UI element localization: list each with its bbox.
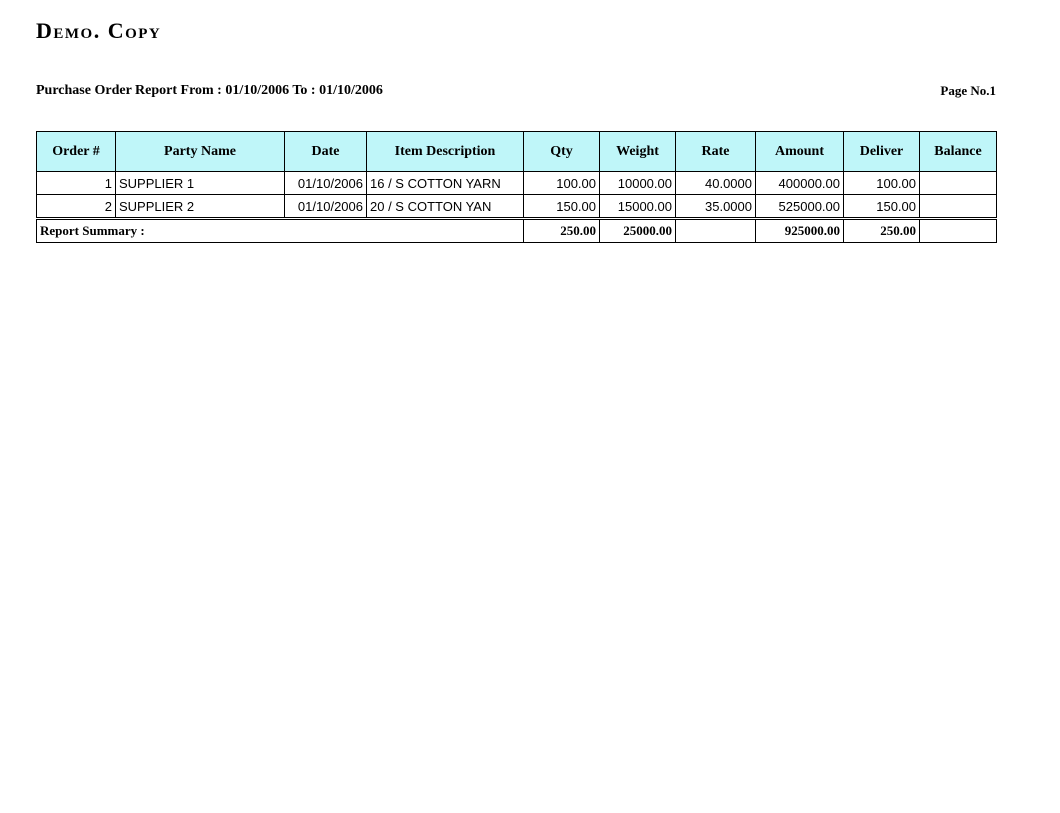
- cell-item: 16 / S COTTON YARN: [367, 172, 524, 195]
- summary-amount: 925000.00: [756, 219, 844, 243]
- header-date: Date: [285, 132, 367, 172]
- table-row: [37, 172, 997, 195]
- cell-balance: [920, 172, 997, 195]
- header-qty: Qty: [524, 132, 600, 172]
- summary-weight: 25000.00: [600, 219, 676, 243]
- page-number: Page No.1: [940, 83, 996, 98]
- cell-item: 20 / S COTTON YAN: [367, 195, 524, 219]
- cell-deliver: 150.00: [844, 195, 920, 219]
- cell-balance: [920, 195, 997, 219]
- cell-date: 01/10/2006: [285, 172, 367, 195]
- cell-amount: 400000.00: [756, 172, 844, 195]
- header-item-description: Item Description: [367, 132, 524, 172]
- cell-date: 01/10/2006: [285, 195, 367, 219]
- cell-order: 1: [37, 172, 116, 195]
- header-balance: Balance: [920, 132, 997, 172]
- cell-party: SUPPLIER 2: [116, 195, 285, 219]
- summary-label: Report Summary :: [37, 219, 524, 243]
- cell-deliver: 100.00: [844, 172, 920, 195]
- cell-weight: 15000.00: [600, 195, 676, 219]
- cell-amount: 525000.00: [756, 195, 844, 219]
- summary-qty: 250.00: [524, 219, 600, 243]
- cell-qty: 100.00: [524, 172, 600, 195]
- header-party-name: Party Name: [116, 132, 285, 172]
- cell-rate: 35.0000: [676, 195, 756, 219]
- header-amount: Amount: [756, 132, 844, 172]
- summary-rate: [676, 219, 756, 243]
- report-title: Demo. Copy: [36, 18, 162, 43]
- table-row: [37, 195, 997, 219]
- header-deliver: Deliver: [844, 132, 920, 172]
- purchase-order-table: [36, 131, 997, 243]
- summary-row: [37, 219, 997, 243]
- header-weight: Weight: [600, 132, 676, 172]
- cell-rate: 40.0000: [676, 172, 756, 195]
- header-order: Order #: [37, 132, 116, 172]
- cell-qty: 150.00: [524, 195, 600, 219]
- summary-deliver: 250.00: [844, 219, 920, 243]
- report-subtitle: Purchase Order Report From : 01/10/2006 To : 01/10/2006: [36, 83, 383, 98]
- header-rate: Rate: [676, 132, 756, 172]
- cell-order: 2: [37, 195, 116, 219]
- summary-balance: [920, 219, 997, 243]
- cell-party: SUPPLIER 1: [116, 172, 285, 195]
- cell-weight: 10000.00: [600, 172, 676, 195]
- table-header-row: [37, 132, 997, 172]
